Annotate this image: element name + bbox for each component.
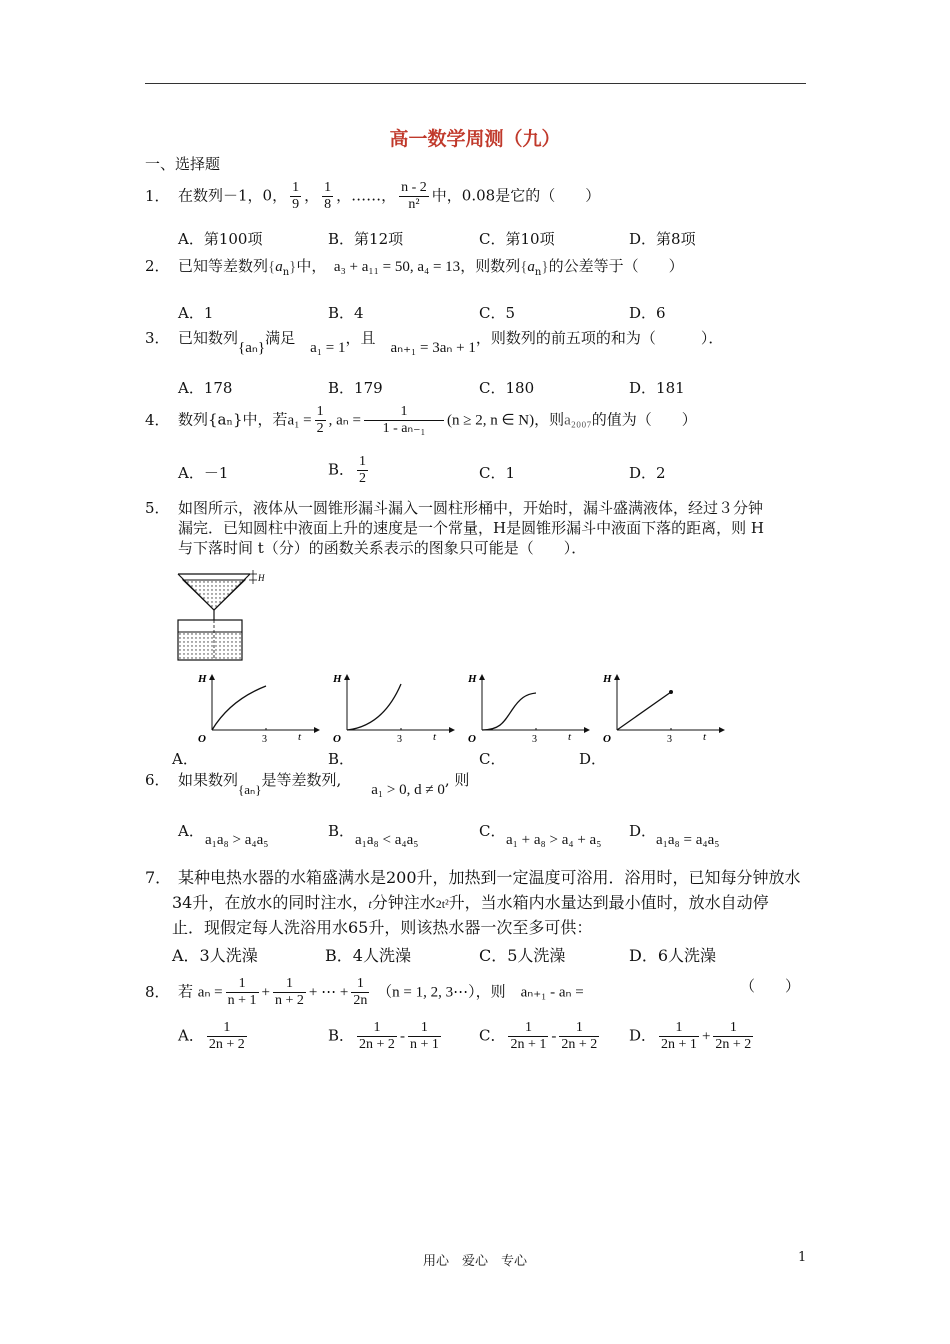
graph-a — [190, 670, 320, 746]
option-b: B．4 — [328, 304, 364, 322]
option-d-expr: a₁a₈ = a₄a₅ — [656, 832, 720, 848]
section-heading: 一、选择题 — [145, 155, 221, 173]
question-8: 8． 若 aₙ = $\frac{1}{n + 1}$ + $\frac{1}{n + 2}$ + ⋯ + $\frac{1}{2n}$ （n = 1, 2, 3⋯），则 aₙ₊₁ - aₙ = — [145, 976, 584, 1008]
option-c: C．第10项 — [479, 230, 555, 248]
option-c: C．1 — [479, 464, 516, 482]
svg-text:t: t — [703, 731, 707, 743]
question-5-line-3: 与下落时间 t（分）的函数关系表示的图象只可能是（ ）． — [178, 539, 587, 557]
option-b-expr: a₁a₈ < a₄a₅ — [355, 832, 419, 848]
option-d: D． — [629, 822, 657, 840]
question-5-line-2: 漏完．已知圆柱中液面上升的速度是一个常量，H是圆锥形漏斗中液面下落的距离，则 H — [178, 519, 764, 537]
option-a: A． $\frac{1}{2n + 2}$ — [178, 1020, 250, 1053]
question-3: 3． 已知数列{aₙ}满足 a₁ = 1，且 aₙ₊₁ = 3aₙ + 1，则数列的前五项的和为（ ）． — [145, 329, 724, 356]
svg-text:t: t — [568, 731, 572, 743]
footer-motto: 用心 爱心 专心 — [422, 1254, 527, 1269]
fraction: $\frac{1}{8}$ — [324, 180, 332, 212]
answer-paren: （ ） — [740, 977, 801, 995]
funnel-cylinder-figure — [170, 568, 270, 664]
graph-b — [325, 670, 455, 746]
option-b: B． — [328, 822, 355, 840]
svg-text:H: H — [333, 673, 342, 685]
svg-text:t: t — [433, 731, 437, 743]
option-b: B．第12项 — [328, 230, 404, 248]
question-2: 2． 已知等差数列$\{a_n\}$中， a₃ + a₁₁ = 50, a₄ = 13，则数列$\{a_n\}$的公差等于（ ） — [145, 257, 684, 278]
question-7: 7． 某种电热水器的水箱盛满水是200升，加热到一定温度可浴用．浴用时，已知每分钟放水 — [145, 868, 801, 887]
option-c: C． $\frac{1}{2n + 1}$ - $\frac{1}{2n + 2}$ — [479, 1020, 598, 1052]
option-c-expr: a₁ + a₈ > a₄ + a₅ — [506, 832, 602, 848]
page-title: 高一数学周测（九） — [389, 128, 561, 150]
option-a-expr: a₁a₈ > a₄a₅ — [205, 832, 269, 848]
question-6: 6． 如果数列{aₙ}是等差数列, a₁ > 0, d ≠ 0, 则 — [145, 771, 470, 798]
question-4: 4． 数列{aₙ}中，若a₁ = $\frac{1}{2}$ , aₙ = $\frac{1}{\text{1 - aₙ₋₁}}$ (n ≥ 2, n ∈ N)，则a₂₀₀₇的值为（ ） — [145, 404, 697, 436]
svg-text:t: t — [298, 731, 302, 743]
svg-text:O: O — [198, 733, 206, 745]
question-5: 5． 如图所示，液体从一圆锥形漏斗漏入一圆柱形桶中，开始时，漏斗盛满液体，经过３分钟 — [145, 499, 764, 517]
curve-concave — [212, 686, 266, 730]
svg-text:H: H — [603, 673, 612, 685]
option-b: B．4人洗澡 — [325, 946, 411, 965]
option-d: D． $\frac{1}{2n + 1}$ + $\frac{1}{2n + 2}$ — [629, 1020, 752, 1052]
svg-text:3: 3 — [532, 734, 537, 745]
question-number: 1． — [145, 186, 170, 205]
option-a: A．第100项 — [178, 230, 263, 248]
option-c: C．5 — [479, 304, 516, 322]
fraction: $\frac{n - 2}{\text{n²}}$ — [401, 180, 427, 212]
svg-text:O: O — [468, 733, 476, 745]
svg-text:3: 3 — [397, 734, 402, 745]
option-c: C． — [479, 822, 506, 840]
option-d: D．181 — [629, 379, 685, 397]
svg-text:3: 3 — [667, 734, 672, 745]
option-c: C． — [479, 750, 506, 768]
option-d: D．第8项 — [629, 230, 696, 248]
option-d: D．6 — [629, 304, 666, 322]
option-b: B． — [328, 750, 355, 768]
graph-c — [460, 670, 590, 746]
graph-d — [595, 670, 725, 746]
svg-text:O: O — [603, 733, 611, 745]
svg-text:H: H — [468, 673, 477, 685]
header-rule — [145, 83, 806, 84]
fraction: $\frac{1}{9}$ — [292, 180, 300, 212]
option-d: D． — [579, 750, 607, 768]
option-d: D．6人洗澡 — [629, 946, 717, 965]
option-a: A． — [172, 750, 198, 768]
question-1: 1． 在数列－1，0， $\frac{1}{9}$ ， $\frac{1}{8}$ ，……， $\frac{n - 2}{\text{n²}}$ 中，0.08是它的（ ） — [145, 180, 601, 212]
option-a: A．1 — [178, 304, 214, 322]
question-7-line-2: 34升，在放水的同时注水，t分钟注水2t²升，当水箱内水量达到最小值时，放水自动停 — [172, 893, 769, 912]
option-d: D．2 — [629, 464, 666, 482]
option-c: C．180 — [479, 379, 535, 397]
option-a: A．－1 — [178, 464, 229, 482]
option-b: B． $\frac{1}{2n + 2}$ - $\frac{1}{n + 1}$ — [328, 1020, 439, 1052]
funnel-H-label: H — [258, 573, 265, 583]
question-7-line-3: 止．现假定每人洗浴用水65升，则该热水器一次至多可供： — [172, 918, 593, 937]
curve-s-shape — [482, 693, 536, 730]
option-a: A．3人洗澡 — [172, 946, 258, 965]
option-a: A．178 — [178, 379, 233, 397]
option-c: C．5人洗澡 — [479, 946, 566, 965]
line-straight — [617, 692, 671, 730]
option-b: B．179 — [328, 379, 383, 397]
page-number: 1 — [798, 1250, 807, 1265]
option-b: B． $\frac{1}{2}$ — [328, 454, 367, 486]
curve-convex — [347, 684, 401, 730]
option-a: A． — [178, 822, 204, 840]
svg-text:O: O — [333, 733, 341, 745]
condition: a₃ + a₁₁ = 50, a₄ = 13 — [333, 259, 461, 275]
svg-text:3: 3 — [262, 734, 267, 745]
svg-text:H: H — [198, 673, 207, 685]
